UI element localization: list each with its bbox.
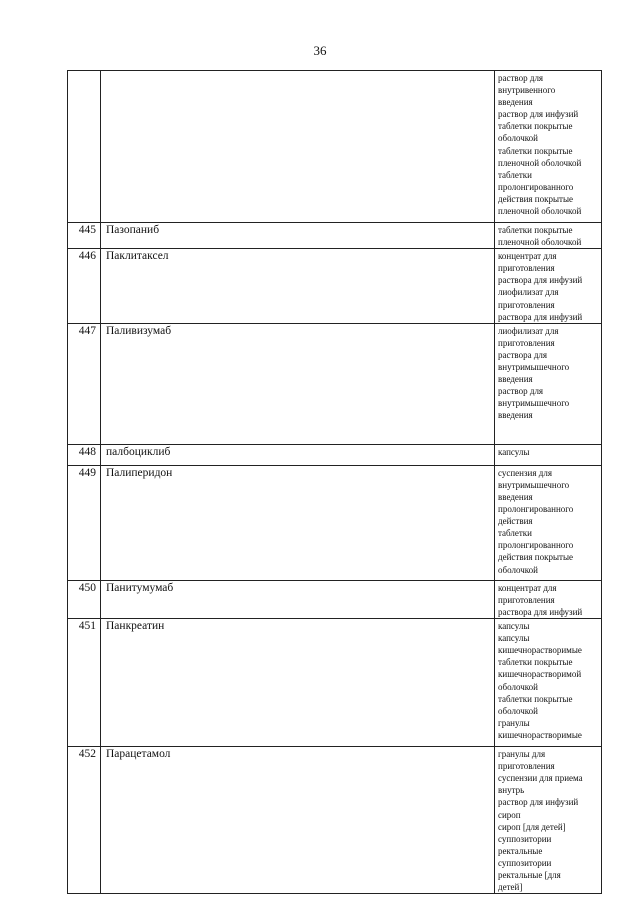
dosage-form-line: таблетки покрытые [498, 121, 573, 132]
dosage-form-line: ректальные [498, 845, 543, 856]
dosage-forms [495, 580, 602, 618]
drug-name: Паклитаксел [101, 249, 495, 324]
dosage-form-line: раствор для инфузий [498, 797, 579, 808]
drug-name: палбоциклиб [101, 444, 495, 465]
row-number: 446 [68, 249, 101, 324]
dosage-form-line: гранулы [498, 717, 530, 728]
drug-table [67, 70, 602, 894]
dosage-forms [495, 747, 602, 894]
dosage-form-line: внутримышечного [498, 362, 570, 373]
dosage-form-line: суппозитории [498, 833, 552, 844]
dosage-form-line: лиофилизат для [498, 325, 559, 336]
dosage-form-line: пленочной оболочкой [498, 157, 582, 168]
dosage-form-line: гранулы для [498, 749, 546, 760]
dosage-form-line: приготовления [498, 263, 555, 274]
dosage-form-line: таблетки покрытые [498, 657, 573, 668]
dosage-form-line: внутримышечного [498, 479, 570, 490]
row-number: 452 [68, 747, 101, 894]
dosage-form-line: раствора для инфузий [498, 311, 583, 322]
dosage-form-line: лиофилизат для [498, 287, 559, 298]
dosage-form-line: суспензии для приема [498, 773, 583, 784]
table-row [68, 580, 602, 618]
dosage-form-line: внутривенного [498, 85, 556, 96]
dosage-form-line: введения [498, 410, 533, 421]
dosage-form-line: оболочкой [498, 133, 538, 144]
dosage-form-line: суспензия для [498, 467, 552, 478]
dosage-form-line: суппозитории [498, 857, 552, 868]
dosage-forms [495, 71, 602, 223]
dosage-forms [495, 223, 602, 249]
dosage-form-line: таблетки покрытые [498, 145, 573, 156]
table-row [68, 465, 602, 580]
dosage-form-line: концентрат для [498, 251, 557, 262]
dosage-form-line: раствор для [498, 73, 544, 83]
row-number: 450 [68, 580, 101, 618]
drug-name: Панкреатин [101, 619, 495, 747]
table-row [68, 619, 602, 747]
dosage-forms [495, 619, 602, 747]
dosage-form-line: таблетки [498, 169, 533, 180]
row-number: 447 [68, 323, 101, 444]
dosage-forms [495, 444, 602, 465]
dosage-form-line: действия покрытые [498, 193, 573, 204]
dosage-form-line: оболочкой [498, 564, 538, 575]
dosage-form-line: приготовления [498, 594, 555, 605]
dosage-form-line: внутрь [498, 785, 525, 796]
dosage-form-line: раствора для [498, 349, 548, 360]
dosage-form-line: капсулы [498, 621, 530, 632]
table-row [68, 223, 602, 249]
row-number: 449 [68, 465, 101, 580]
row-number: 448 [68, 444, 101, 465]
dosage-form-line: пролонгированного [498, 540, 574, 551]
table-row [68, 71, 602, 223]
drug-name: Паливизумаб [101, 323, 495, 444]
dosage-form-line: приготовления [498, 299, 555, 310]
dosage-form-line: детей] [498, 882, 523, 893]
dosage-form-line: оболочкой [498, 705, 538, 716]
dosage-form-line: кишечнорастворимые [498, 645, 582, 656]
dosage-form-line: введения [498, 491, 533, 502]
drug-table-body [68, 71, 602, 894]
drug-name: Парацетамол [101, 747, 495, 894]
dosage-form-line: кишечнорастворимые [498, 729, 582, 740]
dosage-form-line: действия [498, 516, 533, 527]
drug-name [101, 71, 495, 223]
dosage-form-line: раствор для [498, 386, 544, 397]
dosage-form-line: кишечнорастворимой [498, 669, 582, 680]
dosage-form-line: введения [498, 97, 533, 108]
dosage-forms [495, 323, 602, 444]
row-number: 445 [68, 223, 101, 249]
dosage-form-line: концентрат для [498, 582, 557, 593]
dosage-form-line: капсулы [498, 446, 530, 457]
table-row [68, 323, 602, 444]
dosage-form-line: внутримышечного [498, 398, 570, 409]
drug-name: Пазопаниб [101, 223, 495, 249]
row-number [68, 71, 101, 223]
drug-name: Палиперидон [101, 465, 495, 580]
dosage-form-line: таблетки [498, 528, 533, 539]
dosage-form-line: введения [498, 374, 533, 385]
dosage-form-line: оболочкой [498, 681, 538, 692]
dosage-forms [495, 249, 602, 324]
dosage-form-line: раствор для инфузий [498, 109, 579, 120]
table-row [68, 747, 602, 894]
dosage-form-line: пленочной оболочкой [498, 206, 582, 217]
dosage-form-line: пленочной оболочкой [498, 237, 582, 248]
dosage-form-line: раствора для инфузий [498, 275, 583, 286]
dosage-form-line: пролонгированного [498, 181, 574, 192]
dosage-form-line: сироп [498, 809, 521, 820]
dosage-form-line: приготовления [498, 761, 555, 772]
dosage-form-line: капсулы [498, 633, 530, 644]
page-number: 36 [313, 43, 327, 58]
dosage-form-line: таблетки покрытые [498, 693, 573, 704]
dosage-form-line: действия покрытые [498, 552, 573, 563]
table-row [68, 444, 602, 465]
dosage-forms [495, 465, 602, 580]
dosage-form-line: ректальные [для [498, 869, 561, 880]
dosage-form-line: приготовления [498, 337, 555, 348]
dosage-form-line: раствора для инфузий [498, 606, 583, 617]
dosage-form-line: пролонгированного [498, 504, 574, 515]
drug-name: Панитумумаб [101, 580, 495, 618]
row-number: 451 [68, 619, 101, 747]
table-row [68, 249, 602, 324]
dosage-form-line: таблетки покрытые [498, 225, 573, 235]
dosage-form-line: сироп [для детей] [498, 821, 566, 832]
